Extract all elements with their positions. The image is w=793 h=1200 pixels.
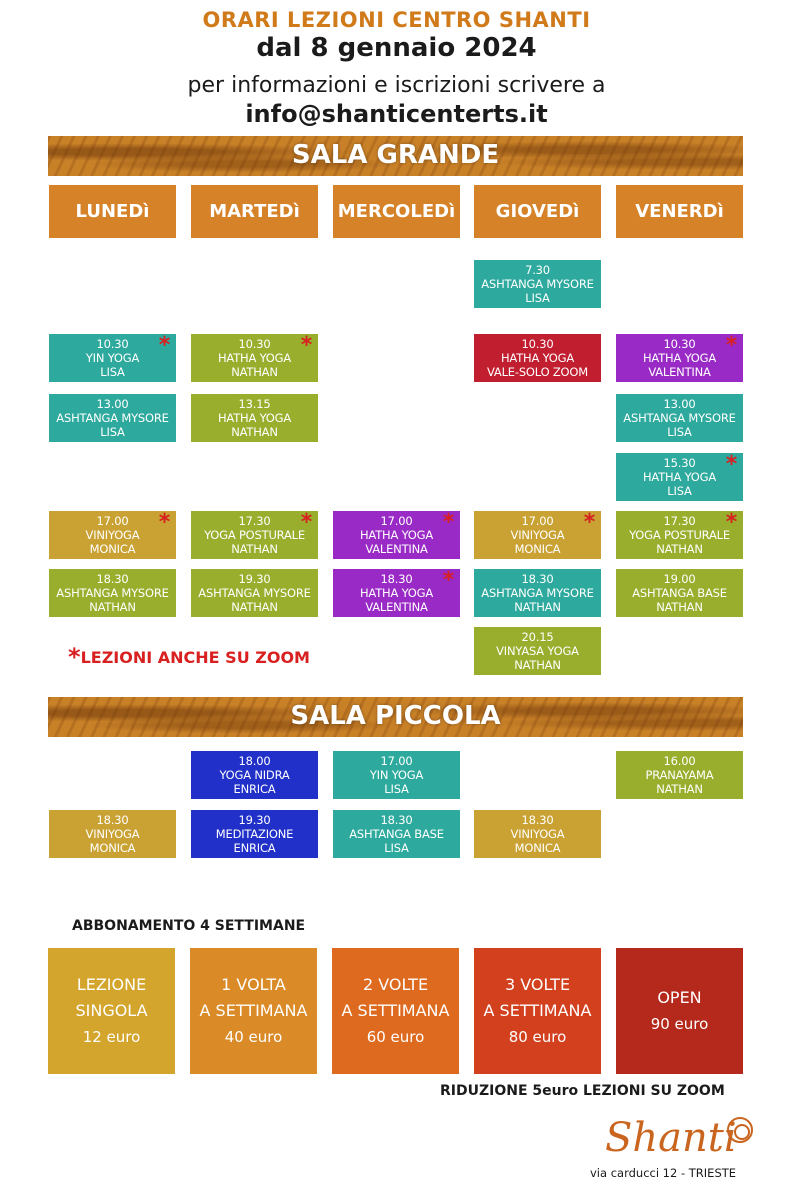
class-teacher: NATHAN xyxy=(514,600,561,614)
price-card-open xyxy=(616,948,743,1074)
class-card-small-monday-1830 xyxy=(49,810,176,858)
class-name: VINIYOGA xyxy=(85,528,140,542)
class-name: HATHA YOGA xyxy=(217,351,292,365)
price-amount: 12 euro xyxy=(82,1028,141,1046)
address: via carducci 12 - TRIESTE xyxy=(590,1166,737,1180)
price-amount: 90 euro xyxy=(650,1015,709,1033)
zoom-asterisk-icon: * xyxy=(725,510,737,535)
class-name: HATHA YOGA xyxy=(359,528,434,542)
zoom-asterisk-icon: * xyxy=(583,510,595,535)
class-time: 17.00 xyxy=(380,754,413,768)
class-teacher: MONICA xyxy=(514,841,561,855)
class-time: 18.30 xyxy=(96,572,129,586)
class-card-monday-1830 xyxy=(49,569,176,617)
price-card-2-week xyxy=(332,948,459,1074)
class-card-monday-1700 xyxy=(49,511,176,559)
class-teacher: LISA xyxy=(525,291,550,305)
class-name: PRANAYAMA xyxy=(645,768,714,782)
class-time: 15.30 xyxy=(663,456,696,470)
zoom-asterisk-icon: * xyxy=(158,510,170,535)
class-time: 10.30 xyxy=(521,337,554,351)
class-time: 10.30 xyxy=(238,337,271,351)
class-teacher: VALE-SOLO ZOOM xyxy=(487,365,588,379)
class-time: 17.00 xyxy=(96,514,129,528)
price-card-single xyxy=(48,948,175,1074)
price-amount: 40 euro xyxy=(224,1028,283,1046)
price-line2: A SETTIMANA xyxy=(341,1001,450,1020)
class-name: HATHA YOGA xyxy=(359,586,434,600)
class-card-small-friday-1600 xyxy=(616,751,743,799)
class-card-friday-1030 xyxy=(616,334,743,382)
class-name: HATHA YOGA xyxy=(217,411,292,425)
class-time: 10.30 xyxy=(663,337,696,351)
class-name: YIN YOGA xyxy=(85,351,140,365)
class-time: 17.30 xyxy=(238,514,271,528)
class-card-friday-1900 xyxy=(616,569,743,617)
zoom-asterisk-icon: * xyxy=(725,333,737,358)
class-card-tuesday-1930 xyxy=(191,569,318,617)
class-name: VINYASA YOGA xyxy=(496,644,579,658)
class-card-monday-1030 xyxy=(49,334,176,382)
class-time: 18.30 xyxy=(521,813,554,827)
class-card-small-tuesday-1800 xyxy=(191,751,318,799)
class-time: 20.15 xyxy=(521,630,554,644)
class-teacher: LISA xyxy=(667,484,692,498)
class-teacher: MONICA xyxy=(89,542,136,556)
class-card-friday-1530 xyxy=(616,453,743,501)
class-time: 19.00 xyxy=(663,572,696,586)
class-name: VINIYOGA xyxy=(510,827,565,841)
class-teacher: ENRICA xyxy=(233,841,276,855)
zoom-asterisk-icon: * xyxy=(725,452,737,477)
class-name: ASHTANGA MYSORE xyxy=(198,586,311,600)
schedule-title: ORARI LEZIONI CENTRO SHANTI xyxy=(202,8,591,32)
price-amount: 80 euro xyxy=(508,1028,567,1046)
class-card-wednesday-1830 xyxy=(333,569,460,617)
price-line2: A SETTIMANA xyxy=(483,1001,592,1020)
price-card-1-week xyxy=(190,948,317,1074)
class-time: 18.30 xyxy=(380,572,413,586)
class-name: YOGA POSTURALE xyxy=(204,528,305,542)
price-line1: 1 VOLTA xyxy=(221,975,286,994)
class-card-small-thursday-1830 xyxy=(474,810,601,858)
class-card-small-tuesday-1930 xyxy=(191,810,318,858)
price-card-3-week xyxy=(474,948,601,1074)
class-card-thursday-1030 xyxy=(474,334,601,382)
day-header-wednesday: MERCOLEDì xyxy=(333,185,460,238)
zoom-asterisk-icon: * xyxy=(442,510,454,535)
day-header-monday: LUNEDì xyxy=(49,185,176,238)
class-card-wednesday-1700 xyxy=(333,511,460,559)
class-time: 17.30 xyxy=(663,514,696,528)
lotus-icon xyxy=(727,1117,753,1143)
class-name: ASHTANGA MYSORE xyxy=(623,411,736,425)
class-teacher: NATHAN xyxy=(231,600,278,614)
zoom-note-text: LEZIONI ANCHE SU ZOOM xyxy=(80,648,310,667)
logo-text: Shanti xyxy=(605,1115,737,1161)
class-teacher: NATHAN xyxy=(656,542,703,556)
class-name: YIN YOGA xyxy=(369,768,424,782)
subscription-title: ABBONAMENTO 4 SETTIMANE xyxy=(72,918,306,934)
zoom-asterisk-icon: * xyxy=(300,510,312,535)
class-card-thursday-0730 xyxy=(474,260,601,308)
class-time: 16.00 xyxy=(663,754,696,768)
sala-grande-title: SALA GRANDE xyxy=(291,140,500,170)
class-time: 19.30 xyxy=(238,813,271,827)
sala-piccola-banner xyxy=(48,697,743,737)
class-time: 13.15 xyxy=(238,397,271,411)
price-line2: A SETTIMANA xyxy=(199,1001,308,1020)
class-card-tuesday-1730 xyxy=(191,511,318,559)
class-time: 18.00 xyxy=(238,754,271,768)
class-name: VINIYOGA xyxy=(510,528,565,542)
day-header-friday: VENERDì xyxy=(616,185,743,238)
class-card-thursday-1830 xyxy=(474,569,601,617)
class-teacher: MONICA xyxy=(514,542,561,556)
zoom-asterisk-icon: * xyxy=(158,333,170,358)
class-teacher: LISA xyxy=(667,425,692,439)
class-teacher: NATHAN xyxy=(231,542,278,556)
class-teacher: NATHAN xyxy=(89,600,136,614)
class-time: 13.00 xyxy=(96,397,129,411)
class-name: VINIYOGA xyxy=(85,827,140,841)
class-name: ASHTANGA BASE xyxy=(632,586,727,600)
class-time: 17.00 xyxy=(380,514,413,528)
class-card-friday-1300 xyxy=(616,394,743,442)
sala-piccola-title: SALA PICCOLA xyxy=(290,701,501,731)
class-teacher: NATHAN xyxy=(231,425,278,439)
class-teacher: LISA xyxy=(384,841,409,855)
class-time: 17.00 xyxy=(521,514,554,528)
zoom-note xyxy=(68,643,310,671)
zoom-asterisk-icon: * xyxy=(68,643,81,671)
class-card-thursday-2015 xyxy=(474,627,601,675)
class-card-tuesday-1030 xyxy=(191,334,318,382)
class-card-thursday-1700 xyxy=(474,511,601,559)
price-line1: 3 VOLTE xyxy=(504,975,571,994)
class-name: HATHA YOGA xyxy=(500,351,575,365)
class-name: ASHTANGA MYSORE xyxy=(56,586,169,600)
day-header-tuesday: MARTEDì xyxy=(191,185,318,238)
class-time: 13.00 xyxy=(663,397,696,411)
class-teacher: NATHAN xyxy=(514,658,561,672)
class-time: 18.30 xyxy=(96,813,129,827)
class-teacher: NATHAN xyxy=(656,600,703,614)
class-time: 10.30 xyxy=(96,337,129,351)
schedule-date: dal 8 gennaio 2024 xyxy=(256,33,537,63)
class-name: ASHTANGA MYSORE xyxy=(481,586,594,600)
class-card-tuesday-1315 xyxy=(191,394,318,442)
class-time: 19.30 xyxy=(238,572,271,586)
class-name: MEDITAZIONE xyxy=(215,827,294,841)
price-line2: SINGOLA xyxy=(75,1001,148,1020)
zoom-asterisk-icon: * xyxy=(442,568,454,593)
email-link[interactable]: info@shanticenterts.it xyxy=(245,100,548,128)
day-header-thursday: GIOVEDì xyxy=(474,185,601,238)
class-time: 18.30 xyxy=(521,572,554,586)
class-name: ASHTANGA BASE xyxy=(349,827,444,841)
price-amount: 60 euro xyxy=(366,1028,425,1046)
price-line1: LEZIONE xyxy=(76,975,147,994)
class-time: 18.30 xyxy=(380,813,413,827)
zoom-reduction-note: RIDUZIONE 5euro LEZIONI SU ZOOM xyxy=(440,1083,725,1099)
class-time: 7.30 xyxy=(525,263,550,277)
class-teacher: ENRICA xyxy=(233,782,276,796)
class-name: ASHTANGA MYSORE xyxy=(56,411,169,425)
class-card-small-wednesday-1830 xyxy=(333,810,460,858)
class-teacher: VALENTINA xyxy=(365,542,428,556)
info-text: per informazioni e iscrizioni scrivere a xyxy=(187,73,606,98)
class-name: HATHA YOGA xyxy=(642,351,717,365)
zoom-asterisk-icon: * xyxy=(300,333,312,358)
class-teacher: LISA xyxy=(384,782,409,796)
class-card-monday-1300 xyxy=(49,394,176,442)
class-teacher: VALENTINA xyxy=(648,365,711,379)
class-name: HATHA YOGA xyxy=(642,470,717,484)
price-line1: 2 VOLTE xyxy=(362,975,429,994)
class-name: YOGA NIDRA xyxy=(219,768,290,782)
class-name: ASHTANGA MYSORE xyxy=(481,277,594,291)
class-card-friday-1730 xyxy=(616,511,743,559)
class-card-small-wednesday-1700 xyxy=(333,751,460,799)
class-teacher: NATHAN xyxy=(231,365,278,379)
sala-grande-banner xyxy=(48,136,743,176)
class-teacher: LISA xyxy=(100,425,125,439)
class-teacher: LISA xyxy=(100,365,125,379)
price-line1: OPEN xyxy=(657,988,702,1007)
class-teacher: MONICA xyxy=(89,841,136,855)
class-teacher: VALENTINA xyxy=(365,600,428,614)
class-teacher: NATHAN xyxy=(656,782,703,796)
class-name: YOGA POSTURALE xyxy=(629,528,730,542)
